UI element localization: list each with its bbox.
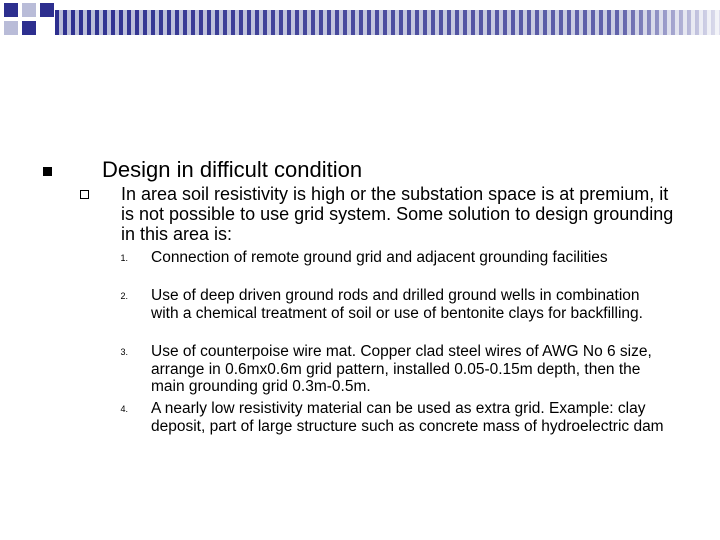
list-item-number: 4.	[120, 404, 128, 414]
hollow-square-icon	[80, 190, 89, 199]
list-item-text: Use of counterpoise wire mat. Copper clad steel wires of AWG No 6 size, arrange in 0.6mx0.6m grid pattern, installed 0.05-0.15m depth, then the main grounding grid 0.3m-0.5m.	[151, 343, 652, 395]
list-item-text: Connection of remote ground grid and adjacent grounding facilities	[151, 249, 608, 266]
list-item-number: 1.	[120, 253, 128, 263]
heading-text: Design in difficult condition	[102, 157, 363, 182]
list-item-number: 3.	[120, 347, 128, 357]
list-item-text: A nearly low resistivity material can be used as extra grid. Example: clay deposit, part of large structure such as concrete mass of hydroelectric dam	[151, 400, 664, 435]
list-item-text: Use of deep driven ground rods and drilled ground wells in combination with a chemical treatment of soil or use of bentonite clays for backfilling.	[151, 287, 643, 322]
filled-square-icon	[43, 167, 52, 176]
list-item-number: 2.	[120, 291, 128, 301]
subpoint-text: In area soil resistivity is high or the substation space is at premium, it is not possible to use grid system. Some solution to design grounding in this area is:	[121, 184, 674, 244]
